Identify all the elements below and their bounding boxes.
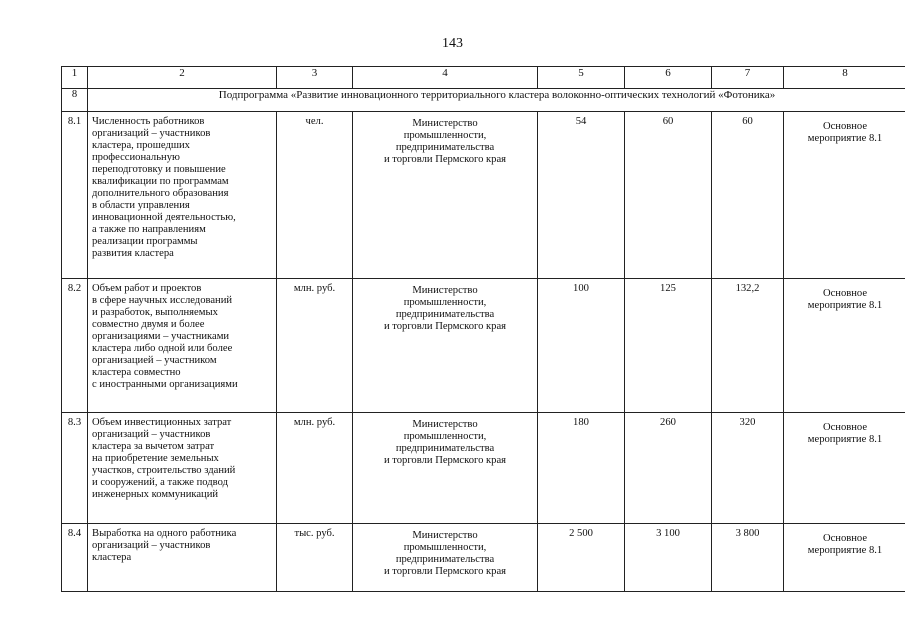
cell-line: предпринимательства [395, 142, 495, 153]
value-col6: 3 100 [625, 524, 712, 592]
activity [784, 524, 905, 592]
cell-line: Министерство [412, 118, 478, 129]
indicator-name [88, 112, 277, 279]
cell-line: развития кластера [92, 248, 174, 259]
cell-line: и торговли Пермского края [383, 566, 507, 577]
cell-line: на приобретение земельных [92, 453, 219, 464]
table-row [62, 524, 905, 592]
table-row [62, 413, 905, 524]
header-cell: 7 [712, 67, 784, 89]
cell-line: кластера [92, 552, 132, 563]
cell-line: Основное [822, 533, 868, 544]
indicator-name [88, 279, 277, 413]
value-col5: 180 [538, 413, 625, 524]
cell-line: Министерство [412, 530, 478, 541]
unit: чел. [277, 112, 353, 279]
cell-line: Объем инвестиционных затрат [92, 417, 232, 428]
unit: тыс. руб. [277, 524, 353, 592]
header-cell: 3 [277, 67, 353, 89]
executor [353, 112, 538, 279]
subprogram-number: 8 [62, 89, 88, 112]
executor [353, 279, 538, 413]
cell-line: в области управления [92, 200, 190, 211]
cell-line: мероприятие 8.1 [807, 300, 883, 311]
cell-line: организациями – участниками [92, 331, 230, 342]
cell-line: инновационной деятельностью, [92, 212, 236, 223]
cell-line: мероприятие 8.1 [807, 133, 883, 144]
value-col6: 260 [625, 413, 712, 524]
unit: млн. руб. [277, 279, 353, 413]
indicator-name [88, 413, 277, 524]
cell-line: организаций – участников [92, 540, 211, 551]
table-row [62, 279, 905, 413]
cell-line: переподготовку и повышение [92, 164, 226, 175]
cell-line: Численность работников [92, 116, 205, 127]
header-cell: 1 [62, 67, 88, 89]
cell-line: Министерство [412, 285, 478, 296]
cell-line: предпринимательства [395, 309, 495, 320]
activity [784, 413, 905, 524]
header-row [62, 67, 905, 89]
cell-line: предпринимательства [395, 554, 495, 565]
header-cell: 4 [353, 67, 538, 89]
header-cell: 6 [625, 67, 712, 89]
cell-line: квалификации по программам [92, 176, 229, 187]
activity [784, 279, 905, 413]
cell-line: и торговли Пермского края [383, 321, 507, 332]
cell-line: в сфере научных исследований [92, 295, 233, 306]
cell-line: Основное [822, 121, 868, 132]
value-col7: 320 [712, 413, 784, 524]
cell-line: организаций – участников [92, 128, 211, 139]
indicator-name [88, 524, 277, 592]
cell-line: Выработка на одного работника [92, 528, 237, 539]
subprogram-row [62, 89, 905, 112]
executor [353, 524, 538, 592]
header-cell: 5 [538, 67, 625, 89]
cell-line: инженерных коммуникаций [92, 489, 219, 500]
cell-line: и торговли Пермского края [383, 154, 507, 165]
cell-line: организацией – участником [92, 355, 217, 366]
cell-line: а также по направлениям [92, 224, 206, 235]
cell-line: и разработок, выполняемых [92, 307, 218, 318]
cell-line: промышленности, [403, 130, 487, 141]
cell-line: мероприятие 8.1 [807, 545, 883, 556]
cell-line: и сооружений, а также подвод [92, 477, 228, 488]
cell-line: мероприятие 8.1 [807, 434, 883, 445]
table-row [62, 112, 905, 279]
cell-line: Объем работ и проектов [92, 283, 202, 294]
cell-line: с иностранными организациями [92, 379, 238, 390]
cell-line: Основное [822, 288, 868, 299]
value-col6: 60 [625, 112, 712, 279]
cell-line: совместно двумя и более [92, 319, 205, 330]
value-col7: 60 [712, 112, 784, 279]
cell-line: реализации программы [92, 236, 198, 247]
value-col7: 3 800 [712, 524, 784, 592]
header-cell: 8 [784, 67, 905, 89]
cell-line: профессиональную [92, 152, 180, 163]
value-col5: 54 [538, 112, 625, 279]
executor [353, 413, 538, 524]
row-number: 8.3 [62, 413, 88, 524]
value-col6: 125 [625, 279, 712, 413]
cell-line: предпринимательства [395, 443, 495, 454]
row-number: 8.4 [62, 524, 88, 592]
row-number: 8.1 [62, 112, 88, 279]
activity [784, 112, 905, 279]
cell-line: участков, строительство зданий [92, 465, 236, 476]
value-col5: 2 500 [538, 524, 625, 592]
cell-line: дополнительного образования [92, 188, 229, 199]
cell-line: кластера, прошедших [92, 140, 190, 151]
cell-line: промышленности, [403, 431, 487, 442]
value-col5: 100 [538, 279, 625, 413]
header-cell: 2 [88, 67, 277, 89]
value-col7: 132,2 [712, 279, 784, 413]
indicators-table [61, 66, 905, 592]
cell-line: кластера либо одной или более [92, 343, 233, 354]
unit: млн. руб. [277, 413, 353, 524]
page-number: 143 [442, 36, 463, 51]
cell-line: Министерство [412, 419, 478, 430]
cell-line: кластера совместно [92, 367, 181, 378]
subprogram-title: Подпрограмма «Развитие инновационного территориального кластера волоконно-оптических технологий «Фотоника» [88, 89, 905, 112]
cell-line: и торговли Пермского края [383, 455, 507, 466]
cell-line: промышленности, [403, 542, 487, 553]
cell-line: кластера за вычетом затрат [92, 441, 215, 452]
row-number: 8.2 [62, 279, 88, 413]
cell-line: промышленности, [403, 297, 487, 308]
cell-line: организаций – участников [92, 429, 211, 440]
cell-line: Основное [822, 422, 868, 433]
